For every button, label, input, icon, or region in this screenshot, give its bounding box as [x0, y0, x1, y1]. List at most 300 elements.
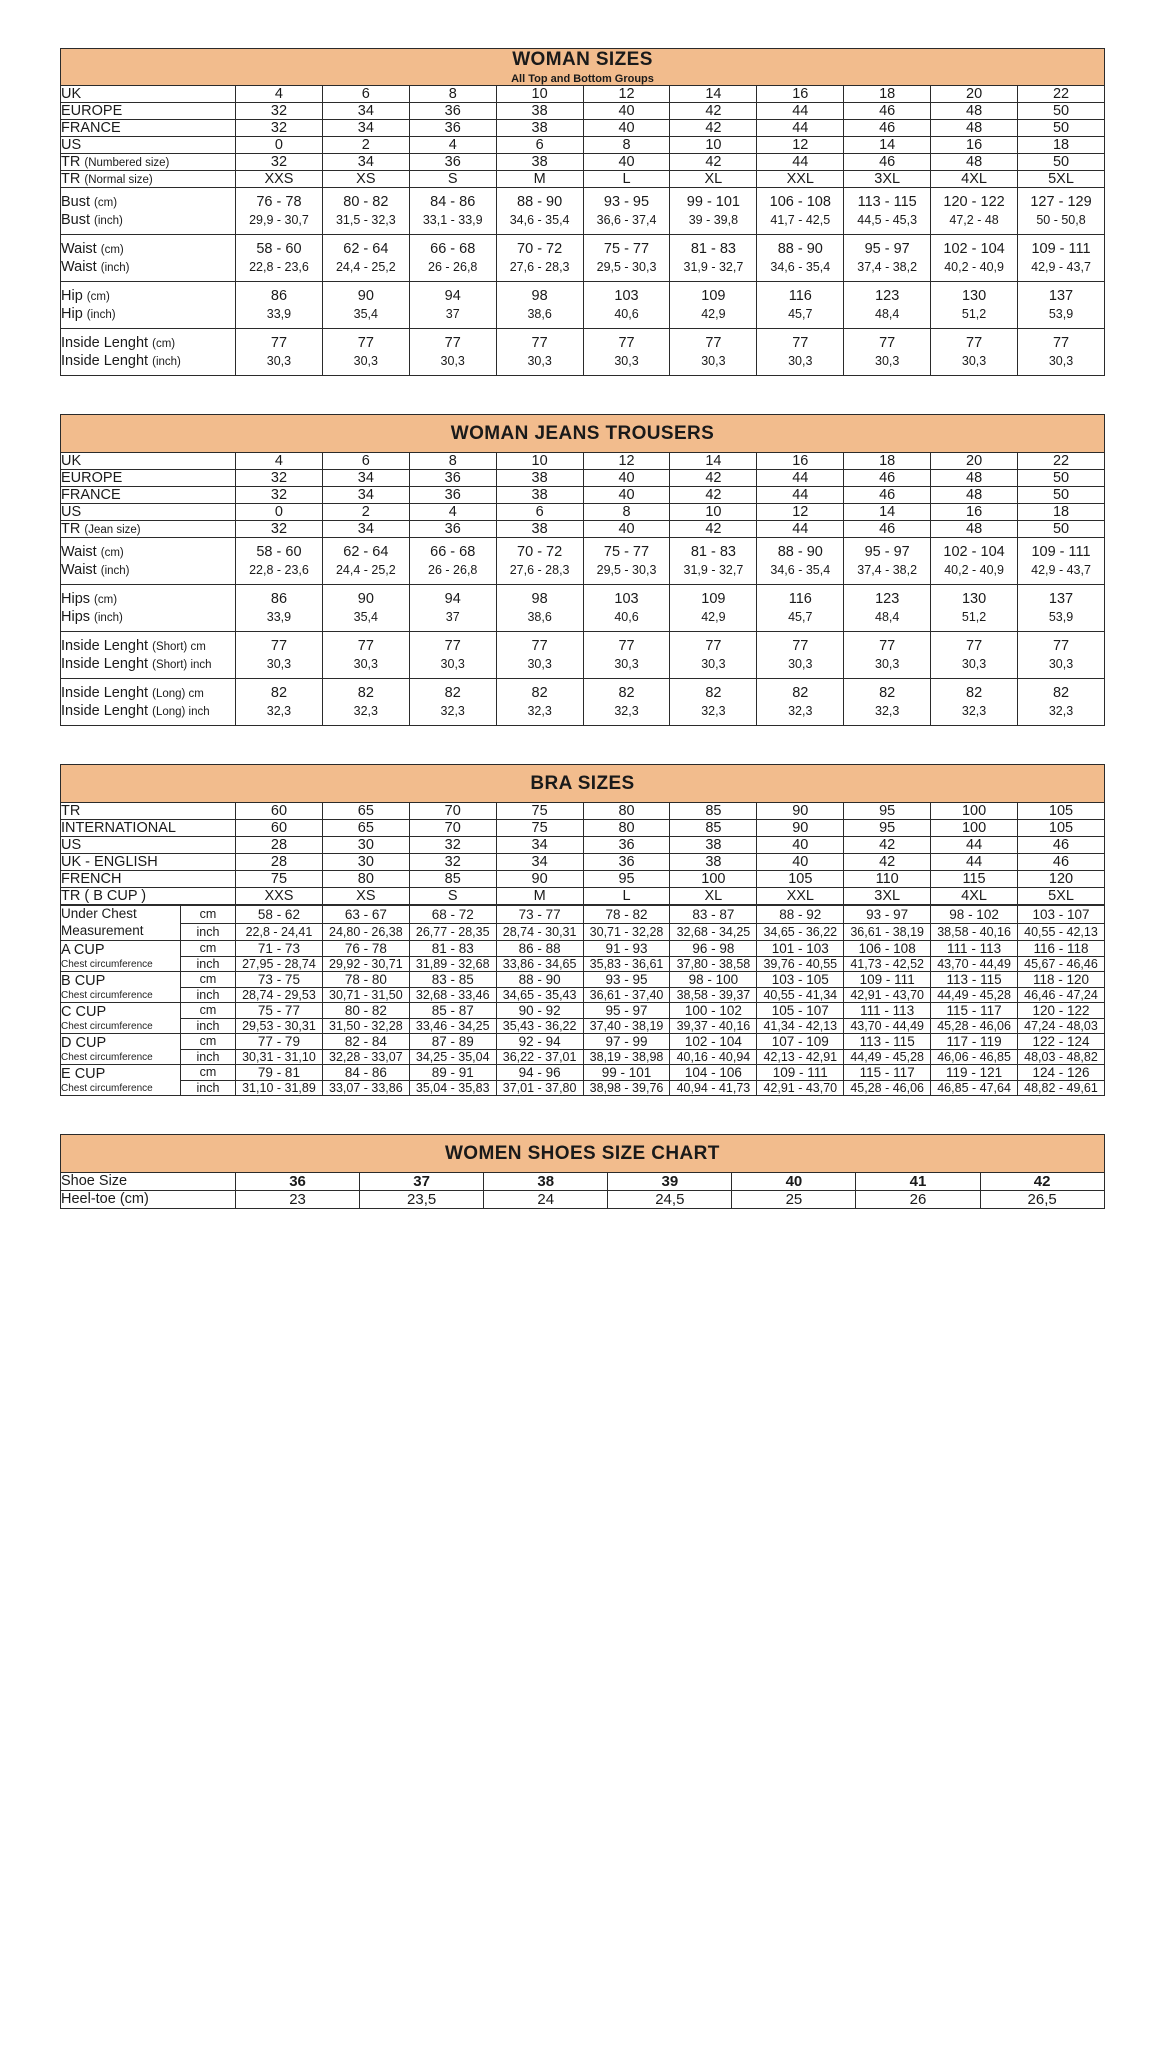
cell: 137 [1018, 282, 1105, 306]
cell: 26,5 [980, 1190, 1104, 1208]
table-row [61, 854, 1105, 871]
cell: 18 [844, 86, 931, 103]
cell: 4XL [931, 171, 1018, 188]
cell: 70 [409, 803, 496, 820]
cell: S [409, 888, 496, 905]
cell: 33,9 [236, 305, 323, 329]
cell: 65 [322, 820, 409, 837]
row-label: Waist (inch) [61, 561, 236, 585]
table-row [61, 487, 1105, 504]
cell: 77 [670, 329, 757, 353]
cell: 36 [409, 487, 496, 504]
table-row [61, 453, 1105, 470]
cell: 85 [670, 803, 757, 820]
cell: 77 [931, 632, 1018, 656]
cell: 10 [496, 86, 583, 103]
cell: S [409, 171, 496, 188]
table-row [61, 504, 1105, 521]
table-row [61, 906, 1105, 924]
cell: 12 [583, 86, 670, 103]
cell: 77 [757, 632, 844, 656]
cell: 40 [583, 521, 670, 538]
row-label: UK - ENGLISH [61, 854, 236, 871]
cell: 46 [844, 470, 931, 487]
cell: 95 - 97 [583, 1002, 670, 1018]
cell: 44 [931, 854, 1018, 871]
cell: 93 - 97 [844, 906, 931, 924]
cell: 31,10 - 31,89 [236, 1080, 323, 1095]
cell: 105 [757, 871, 844, 888]
cell: 106 - 108 [757, 188, 844, 212]
row-label: EUROPE [61, 103, 236, 120]
cell: 88 - 90 [757, 538, 844, 562]
cell: 42 [670, 521, 757, 538]
cell: 37,40 - 38,19 [583, 1018, 670, 1033]
cell: 50 [1018, 470, 1105, 487]
cell: 77 [496, 632, 583, 656]
cell: 44,49 - 45,28 [844, 1049, 931, 1064]
cell: 40 [732, 1172, 856, 1190]
cell: 84 - 86 [409, 188, 496, 212]
row-label: TR [61, 803, 236, 820]
cell: 37,01 - 37,80 [496, 1080, 583, 1095]
cell: 34 [496, 837, 583, 854]
cell: 6 [496, 504, 583, 521]
cell: 22,8 - 23,6 [236, 561, 323, 585]
cell: 75 [496, 803, 583, 820]
cell: 40 [583, 103, 670, 120]
cell: 44 [757, 154, 844, 171]
cell: 43,70 - 44,49 [844, 1018, 931, 1033]
cell: 22 [1018, 86, 1105, 103]
cell: 44 [757, 120, 844, 137]
cell: 30,3 [757, 352, 844, 376]
row-label: Inside Lenght (Short) cm [61, 632, 236, 656]
cell: 8 [409, 86, 496, 103]
shoes-title-cell [61, 1134, 1105, 1172]
cell: 107 - 109 [757, 1033, 844, 1049]
cell: 18 [1018, 504, 1105, 521]
cell: 79 - 81 [236, 1064, 323, 1080]
cell: 38,98 - 39,76 [583, 1080, 670, 1095]
cell: 25 [732, 1190, 856, 1208]
cell: 106 - 108 [844, 940, 931, 956]
cell: 42,9 - 43,7 [1018, 561, 1105, 585]
cell: 81 - 83 [670, 235, 757, 259]
cell: 82 [844, 679, 931, 703]
cell: 75 - 77 [583, 235, 670, 259]
table-row [61, 86, 1105, 103]
cell: 119 - 121 [931, 1064, 1018, 1080]
cell: 60 [236, 820, 323, 837]
cell: 26 [856, 1190, 980, 1208]
cell: 38 [496, 120, 583, 137]
cell: 97 - 99 [583, 1033, 670, 1049]
cell: M [496, 171, 583, 188]
cell: 109 - 111 [757, 1064, 844, 1080]
cell: 12 [757, 137, 844, 154]
bra-sizes-block [60, 764, 1104, 1096]
row-label: Hip (cm) [61, 282, 236, 306]
section-title: BRA SIZES [530, 773, 635, 794]
cell: 103 - 107 [1018, 906, 1105, 924]
cell: 48,82 - 49,61 [1018, 1080, 1105, 1095]
unit-cell: cm [181, 1002, 236, 1018]
cell: 22,8 - 23,6 [236, 258, 323, 282]
row-label: Hips (inch) [61, 608, 236, 632]
row-label: TR (Jean size) [61, 521, 236, 538]
cell: 115 - 117 [844, 1064, 931, 1080]
cell: 77 [409, 632, 496, 656]
cell: 93 - 95 [583, 188, 670, 212]
cell: 38 [496, 103, 583, 120]
cell: 30,3 [409, 655, 496, 679]
cell: 26 - 26,8 [409, 258, 496, 282]
cell: 78 - 82 [583, 906, 670, 924]
cell: 46 [844, 487, 931, 504]
cell: 60 [236, 803, 323, 820]
cell: 86 [236, 282, 323, 306]
cell: XXL [757, 888, 844, 905]
table-row [61, 171, 1105, 188]
cell: 44,5 - 45,3 [844, 211, 931, 235]
cell: M [496, 888, 583, 905]
cell: 16 [757, 86, 844, 103]
cell: 73 - 75 [236, 971, 323, 987]
cell: 46 [844, 154, 931, 171]
cell: 32 [236, 120, 323, 137]
cell: 48,4 [844, 305, 931, 329]
cell: 38 [496, 521, 583, 538]
row-label: Inside Lenght (cm) [61, 329, 236, 353]
table-row [61, 154, 1105, 171]
cell: 30,3 [844, 655, 931, 679]
cell: 120 [1018, 871, 1105, 888]
cell: 24 [484, 1190, 608, 1208]
cell: 32 [236, 154, 323, 171]
cell: XS [322, 171, 409, 188]
cell: 82 [583, 679, 670, 703]
cell: 30 [322, 854, 409, 871]
cell: 33,9 [236, 608, 323, 632]
cell: 30,3 [844, 352, 931, 376]
cell: 24,4 - 25,2 [322, 561, 409, 585]
cell: 45,7 [757, 608, 844, 632]
cell: 46,06 - 46,85 [931, 1049, 1018, 1064]
section-title: WOMEN SHOES SIZE CHART [444, 1142, 720, 1164]
cell: 120 - 122 [931, 188, 1018, 212]
woman-jeans-block [60, 414, 1104, 726]
table-row [61, 1002, 1105, 1018]
table-row [61, 956, 1105, 971]
cell: 34 [322, 120, 409, 137]
cell: 39,37 - 40,16 [670, 1018, 757, 1033]
cell: 34,65 - 35,43 [496, 987, 583, 1002]
cell: 77 [583, 329, 670, 353]
cell: 77 [322, 632, 409, 656]
cell: 4 [236, 86, 323, 103]
cell: 76 - 78 [236, 188, 323, 212]
row-label: EUROPE [61, 470, 236, 487]
cell: 40 [757, 837, 844, 854]
cell: 102 - 104 [931, 235, 1018, 259]
cell: 137 [1018, 585, 1105, 609]
cell: 5XL [1018, 171, 1105, 188]
cell: 115 [931, 871, 1018, 888]
cell: 48 [931, 120, 1018, 137]
cell: 42 [844, 837, 931, 854]
cell: 37 [360, 1172, 484, 1190]
cell: 101 - 103 [757, 940, 844, 956]
section-title: WOMAN JEANS TROUSERS [450, 423, 715, 444]
cell: 130 [931, 282, 1018, 306]
table-row [61, 987, 1105, 1002]
cell: 48 [931, 154, 1018, 171]
unit-cell: cm [181, 940, 236, 956]
table-title-row [61, 765, 1105, 803]
cell: 85 [409, 871, 496, 888]
cell: 32,68 - 33,46 [409, 987, 496, 1002]
cell: 80 [583, 820, 670, 837]
cell: 41,7 - 42,5 [757, 211, 844, 235]
cell: 98 - 100 [670, 971, 757, 987]
cell: 103 [583, 585, 670, 609]
cell: 32,3 [1018, 702, 1105, 726]
cell: 94 [409, 282, 496, 306]
cell: 30,3 [931, 352, 1018, 376]
cell: 34 [322, 103, 409, 120]
cell: 40 [757, 854, 844, 871]
cell: 2 [322, 504, 409, 521]
cell: 32 [236, 487, 323, 504]
cell: 14 [844, 504, 931, 521]
cell: 46 [1018, 854, 1105, 871]
cell: 122 - 124 [1018, 1033, 1105, 1049]
cell: 29,92 - 30,71 [322, 956, 409, 971]
cell: 37,4 - 38,2 [844, 561, 931, 585]
cell: 16 [931, 137, 1018, 154]
cell: 80 - 82 [322, 1002, 409, 1018]
cell: 38 [670, 837, 757, 854]
cell: 45,7 [757, 305, 844, 329]
cell: 80 - 82 [322, 188, 409, 212]
cell: 38 [670, 854, 757, 871]
table-row [61, 258, 1105, 282]
cell: 37 [409, 305, 496, 329]
cell: 45,28 - 46,06 [844, 1080, 931, 1095]
cell: 31,50 - 32,28 [322, 1018, 409, 1033]
table-row [61, 352, 1105, 376]
cell: 90 [757, 803, 844, 820]
cell: 23,5 [360, 1190, 484, 1208]
cell: 30,3 [583, 655, 670, 679]
cell: 12 [583, 453, 670, 470]
row-label: A CUP Chest circumference [61, 940, 181, 971]
cell: 34 [322, 154, 409, 171]
cell: 127 - 129 [1018, 188, 1105, 212]
cell: 113 - 115 [844, 188, 931, 212]
cell: 14 [844, 137, 931, 154]
cell: 42 [670, 103, 757, 120]
cell: 94 - 96 [496, 1064, 583, 1080]
cell: 82 [1018, 679, 1105, 703]
cell: 42 [670, 154, 757, 171]
row-label: UK [61, 86, 236, 103]
table-title-row [61, 1134, 1105, 1172]
cell: 113 - 115 [931, 971, 1018, 987]
unit-cell: inch [181, 923, 236, 940]
row-label: Shoe Size [61, 1172, 236, 1190]
row-label: Inside Lenght (inch) [61, 352, 236, 376]
row-label: Inside Lenght (Long) inch [61, 702, 236, 726]
row-label: US [61, 837, 236, 854]
cell: 41,34 - 42,13 [757, 1018, 844, 1033]
row-label: INTERNATIONAL [61, 820, 236, 837]
cell: 88 - 90 [496, 971, 583, 987]
cell: 36 [583, 854, 670, 871]
table-row [61, 702, 1105, 726]
unit-cell: inch [181, 1080, 236, 1095]
cell: 102 - 104 [931, 538, 1018, 562]
table-row [61, 655, 1105, 679]
cell: 36 [409, 470, 496, 487]
cell: 40,55 - 42,13 [1018, 923, 1105, 940]
cell: 47,2 - 48 [931, 211, 1018, 235]
cell: 81 - 83 [670, 538, 757, 562]
table-row [61, 608, 1105, 632]
cell: 29,9 - 30,7 [236, 211, 323, 235]
cell: 58 - 60 [236, 538, 323, 562]
cell: 75 [496, 820, 583, 837]
cell: 6 [322, 86, 409, 103]
cell: 77 [757, 329, 844, 353]
cell: 73 - 77 [496, 906, 583, 924]
cell: 51,2 [931, 305, 1018, 329]
cell: 95 [844, 820, 931, 837]
cell: 3XL [844, 888, 931, 905]
cell: 36,61 - 38,19 [844, 923, 931, 940]
cell: 46 [844, 120, 931, 137]
cell: 75 - 77 [236, 1002, 323, 1018]
cell: 18 [1018, 137, 1105, 154]
cell: 31,89 - 32,68 [409, 956, 496, 971]
cell: 32,3 [583, 702, 670, 726]
table-row [61, 1049, 1105, 1064]
cell: 28 [236, 837, 323, 854]
cell: 85 - 87 [409, 1002, 496, 1018]
cell: 36 [409, 103, 496, 120]
cell: 58 - 60 [236, 235, 323, 259]
cell: 77 [931, 329, 1018, 353]
cell: 70 - 72 [496, 538, 583, 562]
row-label: Heel-toe (cm) [61, 1190, 236, 1208]
cell: 10 [496, 453, 583, 470]
cell: 68 - 72 [409, 906, 496, 924]
cell: 80 [322, 871, 409, 888]
cell: 118 - 120 [1018, 971, 1105, 987]
cell: 70 - 72 [496, 235, 583, 259]
cell: 50 [1018, 120, 1105, 137]
cell: 38 [496, 470, 583, 487]
cell: 30,3 [236, 655, 323, 679]
cell: 50 [1018, 103, 1105, 120]
row-label: TR (Normal size) [61, 171, 236, 188]
cell: 34,6 - 35,4 [757, 561, 844, 585]
cell: L [583, 171, 670, 188]
table-row [61, 940, 1105, 956]
cell: 4 [409, 137, 496, 154]
cell: 77 [322, 329, 409, 353]
cell: 37,4 - 38,2 [844, 258, 931, 282]
cell: 6 [322, 453, 409, 470]
cell: 44 [757, 521, 844, 538]
cell: 66 - 68 [409, 235, 496, 259]
cell: 8 [409, 453, 496, 470]
cell: 34,6 - 35,4 [496, 211, 583, 235]
cell: 83 - 85 [409, 971, 496, 987]
table-row [61, 1080, 1105, 1095]
cell: 31,5 - 32,3 [322, 211, 409, 235]
cell: 38,6 [496, 608, 583, 632]
cell: 48 [931, 487, 1018, 504]
cell: 34,25 - 35,04 [409, 1049, 496, 1064]
cell: 5XL [1018, 888, 1105, 905]
table-row [61, 820, 1105, 837]
cell: 42,9 [670, 305, 757, 329]
cell: 109 - 111 [1018, 235, 1105, 259]
bra-sizes-title-cell [61, 765, 1105, 803]
cell: 50 [1018, 521, 1105, 538]
cell: 32,3 [496, 702, 583, 726]
cell: 38,58 - 39,37 [670, 987, 757, 1002]
cell: 94 [409, 585, 496, 609]
cell: 50 [1018, 154, 1105, 171]
row-label: E CUP Chest circumference [61, 1064, 181, 1095]
cell: 35,4 [322, 608, 409, 632]
cell: 23 [236, 1190, 360, 1208]
table-row [61, 521, 1105, 538]
cell: 87 - 89 [409, 1033, 496, 1049]
row-label: TR ( B CUP ) [61, 888, 236, 905]
cell: 100 [931, 803, 1018, 820]
cell: 82 [670, 679, 757, 703]
cell: 40 [583, 120, 670, 137]
table-title-row [61, 49, 1105, 86]
unit-cell: inch [181, 987, 236, 1002]
cell: 44 [757, 470, 844, 487]
cell: 33,1 - 33,9 [409, 211, 496, 235]
row-label: FRANCE [61, 120, 236, 137]
cell: 36,6 - 37,4 [583, 211, 670, 235]
cell: 92 - 94 [496, 1033, 583, 1049]
page-title: WOMAN SIZES [512, 49, 653, 70]
table-row [61, 1190, 1105, 1208]
cell: 30,71 - 31,50 [322, 987, 409, 1002]
cell: 32,28 - 33,07 [322, 1049, 409, 1064]
cell: 32,3 [236, 702, 323, 726]
woman-jeans-title-cell [61, 415, 1105, 453]
table-row [61, 632, 1105, 656]
cell: 38,19 - 38,98 [583, 1049, 670, 1064]
cell: 28 [236, 854, 323, 871]
cell: 70 [409, 820, 496, 837]
woman-jeans-table [60, 414, 1105, 726]
cell: 36 [409, 521, 496, 538]
cell: 34,6 - 35,4 [757, 258, 844, 282]
table-row [61, 235, 1105, 259]
cell: 38 [496, 154, 583, 171]
unit-cell: cm [181, 906, 236, 924]
